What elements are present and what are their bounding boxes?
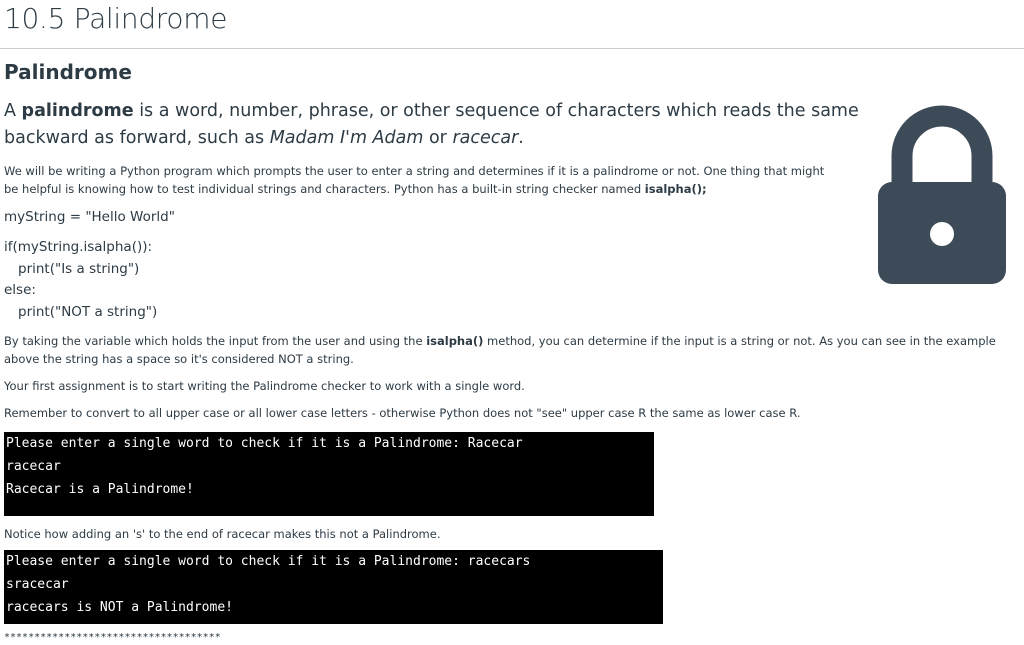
page-title: 10.5 Palindrome	[4, 2, 228, 35]
terminal-output-1	[4, 432, 654, 516]
code-line-1: myString = "Hello World"	[4, 209, 175, 225]
terminal-line: racecars is NOT a Palindrome!	[6, 600, 233, 615]
lock-icon	[874, 100, 1010, 290]
code-line-5: print("NOT a string")	[18, 304, 158, 320]
paragraph-assignment: Your first assignment is to start writing the Palindrome checker to work with a single word.	[4, 379, 525, 393]
palindrome-term: palindrome	[21, 101, 134, 121]
terminal-line: sracecar	[6, 577, 69, 592]
stars-divider: ************************************	[4, 632, 221, 643]
terminal-line: Please enter a single word to check if it is a Palindrome: Racecar	[6, 436, 523, 451]
isalpha-term: isalpha();	[644, 182, 707, 196]
paragraph-isalpha-intro: We will be writing a Python program which prompts the user to enter a string and determines if it is a palindrome or not. One thing that might be helpful is knowing how to test individual strings and characters. Python has a built-in string checker named isalpha();	[4, 164, 825, 196]
paragraph-notice: Notice how adding an 's' to the end of racecar makes this not a Palindrome.	[4, 527, 441, 541]
title-divider	[0, 48, 1024, 49]
code-line-3: print("Is a string")	[18, 261, 140, 277]
terminal-line: Please enter a single word to check if it is a Palindrome: racecars	[6, 554, 531, 569]
paragraph-case-note: Remember to convert to all upper case or all lower case letters - otherwise Python does not "see" upper case R the same as lower case R.	[4, 406, 801, 420]
terminal-line: Racecar is a Palindrome!	[6, 482, 194, 497]
section-heading: Palindrome	[4, 60, 132, 84]
terminal-line: racecar	[6, 459, 61, 474]
intro-paragraph: A palindrome is a word, number, phrase, or other sequence of characters which reads the same backward as forward, such as Madam I'm Adam or racecar.	[4, 101, 859, 148]
code-line-2: if(myString.isalpha()):	[4, 239, 153, 255]
code-line-4: else:	[4, 282, 36, 298]
terminal-output-2	[4, 550, 663, 624]
paragraph-isalpha-explain: By taking the variable which holds the input from the user and using the isalpha() method, you can determine if the input is a string or not. As you can see in the example above the string has a space so it's considered NOT a string.	[4, 334, 996, 366]
isalpha-method-term: isalpha()	[426, 334, 484, 348]
